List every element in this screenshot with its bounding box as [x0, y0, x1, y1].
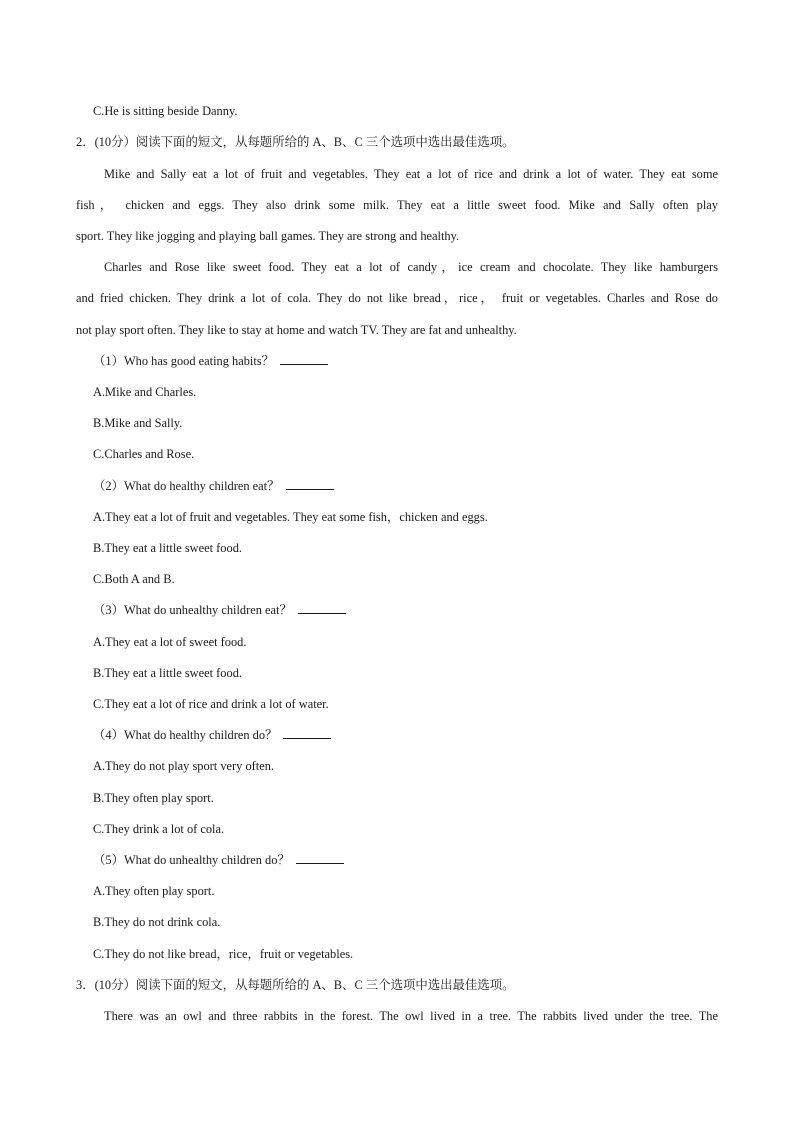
question-stem: （3）What do unhealthy children eat？: [93, 603, 292, 617]
q2-4-option-c: C.They drink a lot of cola.: [93, 822, 225, 836]
answer-blank[interactable]: [296, 852, 344, 864]
q2-question-3: [93, 602, 346, 618]
q1-option-c: C.He is sitting beside Danny.: [93, 104, 238, 118]
question-stem: （1）Who has good eating habits？: [93, 354, 275, 368]
q3-header: 3．(10分）阅读下面的短文，从每题所给的 A、B、C 三个选项中选出最佳选项。: [76, 978, 515, 992]
q2-3-option-b: B.They eat a little sweet food.: [93, 666, 242, 680]
q2-5-option-a: A.They often play sport.: [93, 884, 215, 898]
q2-question-1: [93, 353, 328, 369]
q2-para1-line2: fish， chicken and eggs. They also drink some milk. They eat a little sweet food. Mike and Sally often play: [76, 198, 718, 212]
q2-question-5: [93, 852, 344, 868]
q2-para2-line3: not play sport often. They like to stay at home and watch TV. They are fat and unhealthy.: [76, 323, 517, 337]
question-stem: （2）What do healthy children eat？: [93, 479, 280, 493]
q2-1-option-b: B.Mike and Sally.: [93, 416, 183, 430]
q2-question-2: [93, 478, 334, 494]
q2-question-4: [93, 727, 331, 743]
answer-blank[interactable]: [283, 727, 331, 739]
q2-para2-line2: and fried chicken. They drink a lot of cola. They do not like bread，rice， fruit or vegetables. Charles and Rose do: [76, 291, 718, 305]
question-stem: （5）What do unhealthy children do？: [93, 853, 290, 867]
q2-4-option-b: B.They often play sport.: [93, 791, 214, 805]
q2-3-option-a: A.They eat a lot of sweet food.: [93, 635, 247, 649]
q2-5-option-b: B.They do not drink cola.: [93, 915, 221, 929]
q2-para1-line3: sport. They like jogging and playing ball games. They are strong and healthy.: [76, 229, 460, 243]
question-stem: （4）What do healthy children do？: [93, 728, 278, 742]
q2-header: 2．(10分）阅读下面的短文，从每题所给的 A、B、C 三个选项中选出最佳选项。: [76, 135, 515, 149]
answer-blank[interactable]: [280, 353, 328, 365]
q2-4-option-a: A.They do not play sport very often.: [93, 759, 275, 773]
answer-blank[interactable]: [286, 478, 334, 490]
q2-2-option-b: B.They eat a little sweet food.: [93, 541, 242, 555]
q3-para1-line1: There was an owl and three rabbits in the forest. The owl lived in a tree. The rabbits lived under the tree. The: [104, 1009, 718, 1023]
q2-para1-line1: Mike and Sally eat a lot of fruit and vegetables. They eat a lot of rice and drink a lot of water. They eat some: [104, 167, 718, 181]
q2-2-option-c: C.Both A and B.: [93, 572, 175, 586]
answer-blank[interactable]: [298, 602, 346, 614]
q2-para2-line1: Charles and Rose like sweet food. They eat a lot of candy，ice cream and chocolate. They like hamburgers: [104, 260, 718, 274]
q2-2-option-a: A.They eat a lot of fruit and vegetables. They eat some fish，chicken and eggs.: [93, 510, 488, 524]
q2-1-option-c: C.Charles and Rose.: [93, 447, 195, 461]
q2-3-option-c: C.They eat a lot of rice and drink a lot of water.: [93, 697, 329, 711]
q2-5-option-c: C.They do not like bread，rice，fruit or vegetables.: [93, 947, 354, 961]
q2-1-option-a: A.Mike and Charles.: [93, 385, 197, 399]
